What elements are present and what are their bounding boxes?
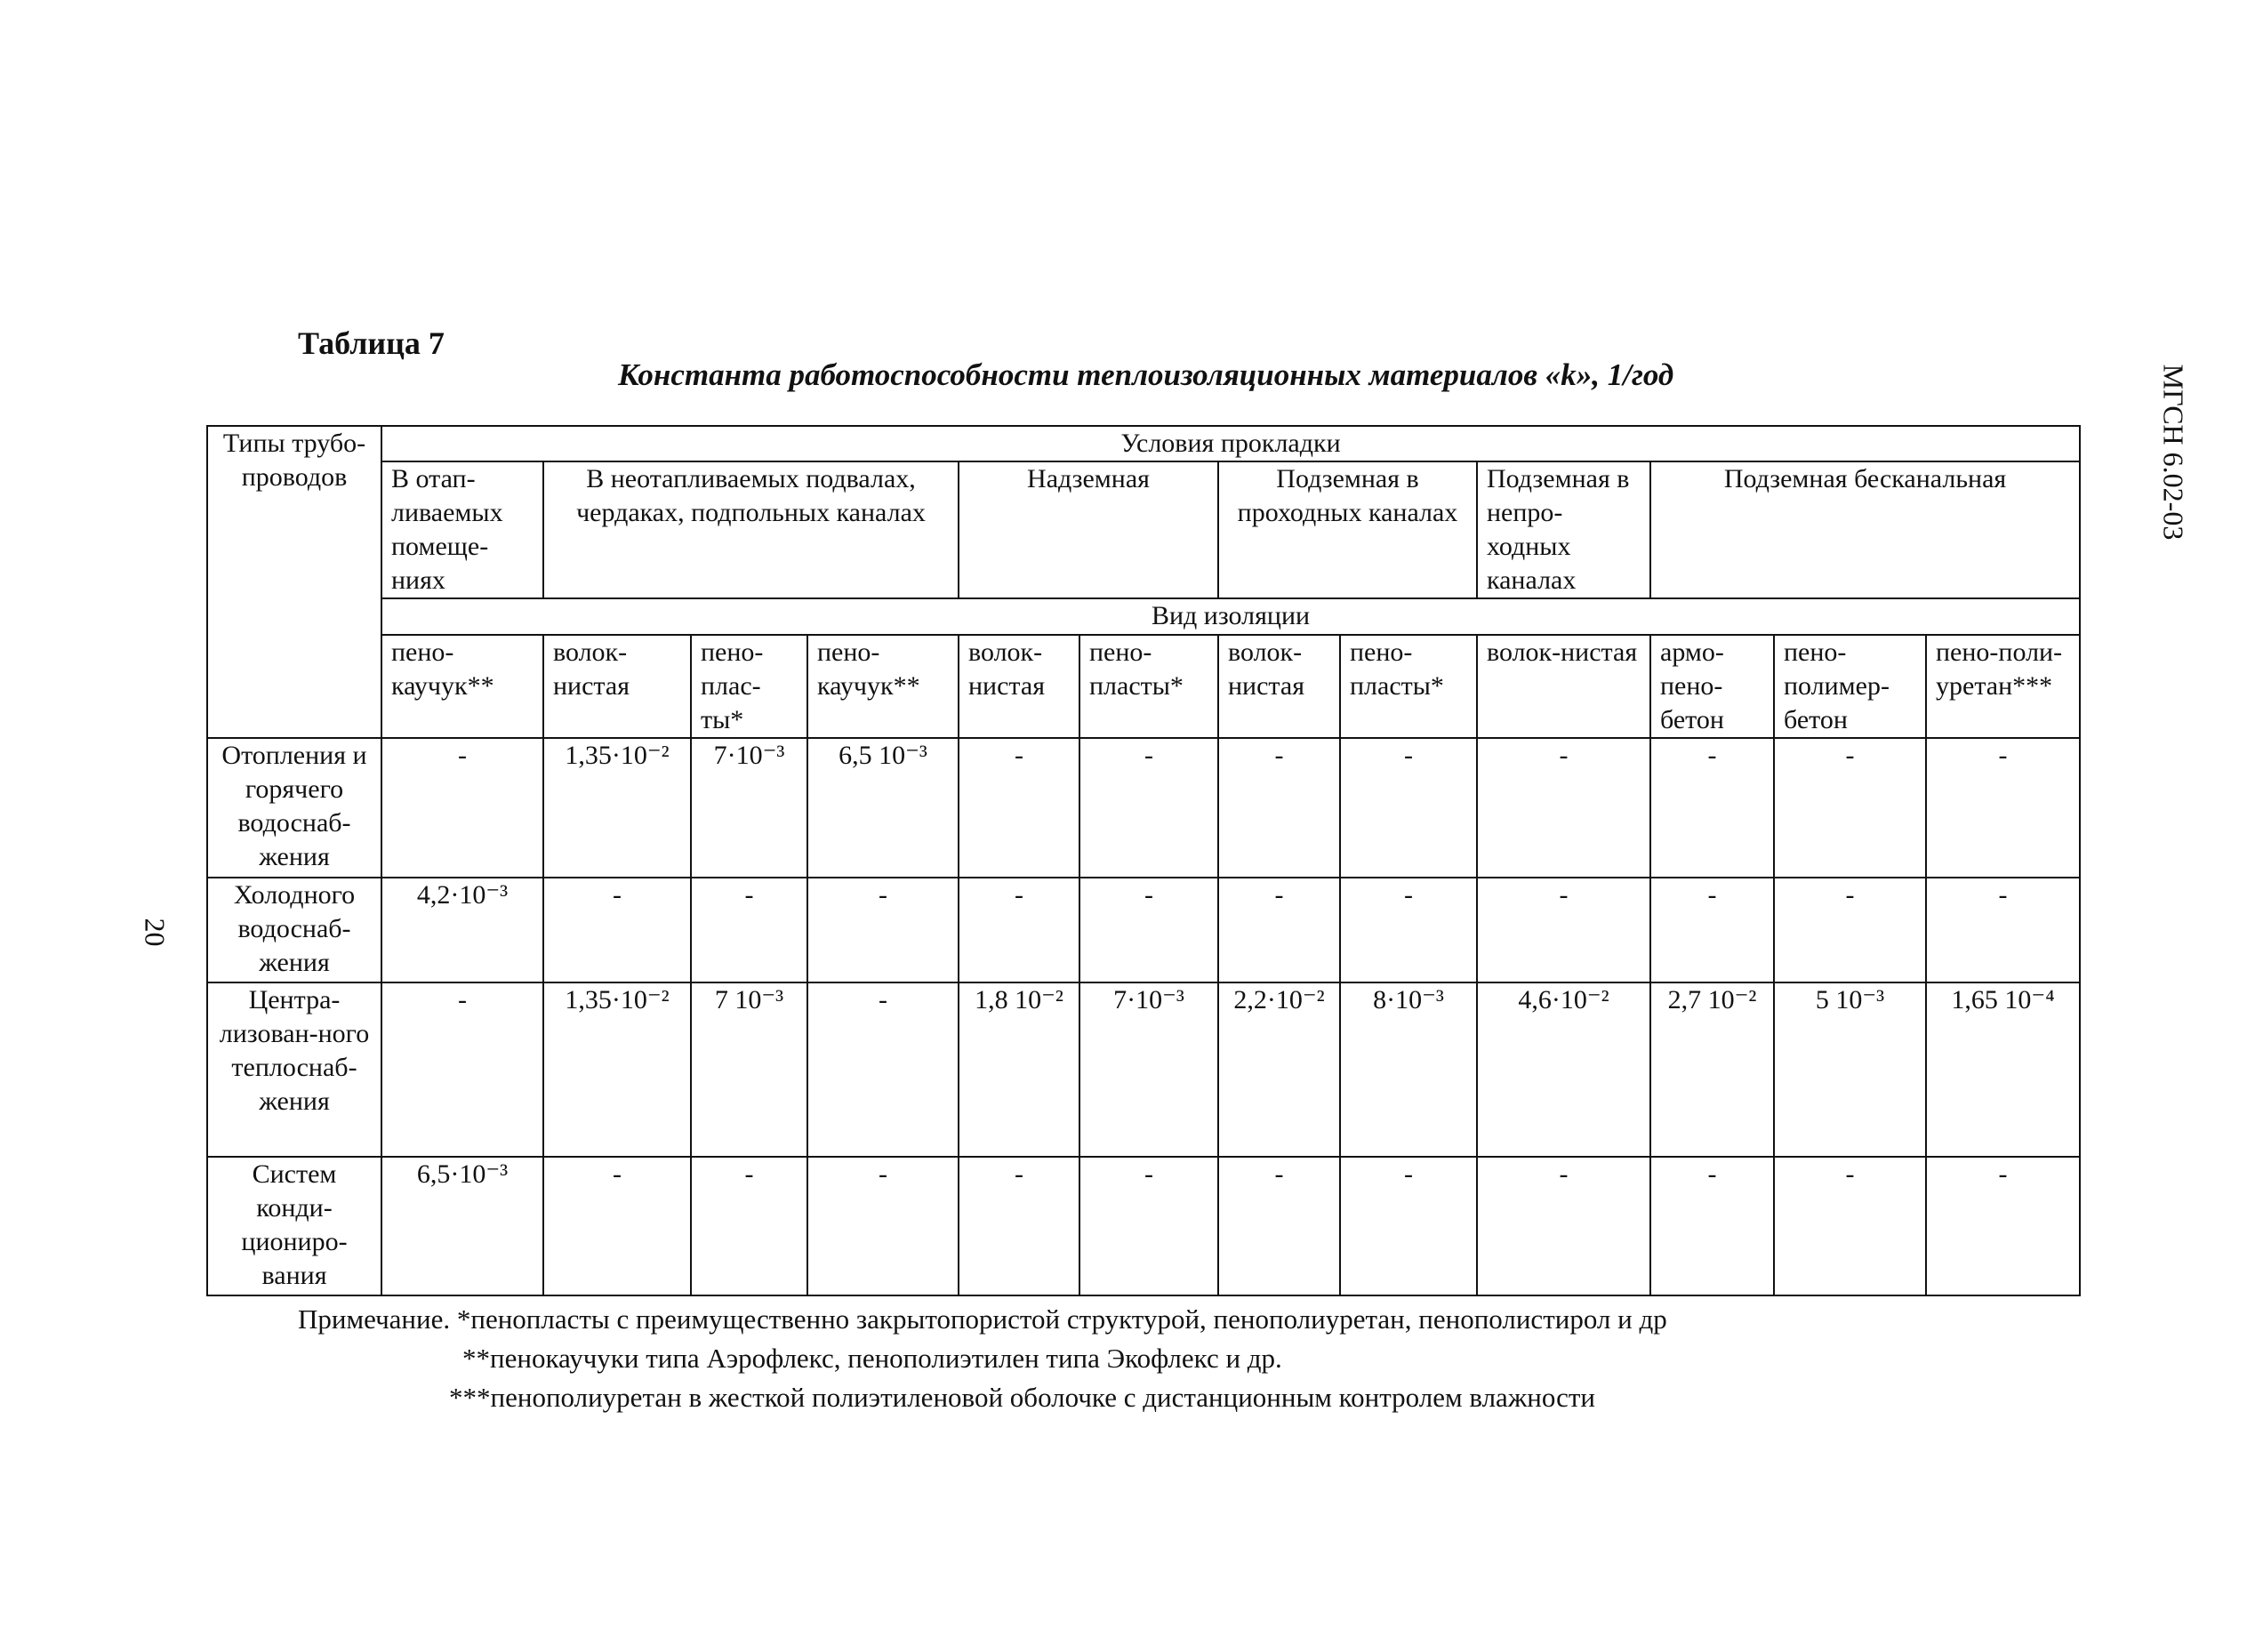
value-cell: - [381,982,543,1157]
table-row [207,982,2080,1157]
insulation-type: армо-пено-бетон [1650,635,1774,738]
insulation-type: пено-поли-уретан*** [1926,635,2080,738]
insulation-type: волок-нистая [1218,635,1340,738]
table-notes [298,1300,1667,1417]
condition-channelless: Подземная бесканальная [1650,461,2080,598]
value-cell: - [1477,1157,1650,1295]
page-number: 20 [139,918,172,947]
value-cell: 7 10⁻³ [691,982,807,1157]
value-cell: - [1477,878,1650,982]
insulation-type: пено-каучук** [381,635,543,738]
insulation-type: пено-полимер-бетон [1774,635,1926,738]
condition-unheated: В неотапливаемых подвалах, чердаках, подпольных каналах [543,461,959,598]
value-cell: - [1774,738,1926,878]
value-cell: - [959,878,1079,982]
value-cell: 6,5·10⁻³ [381,1157,543,1295]
value-cell: - [691,1157,807,1295]
table-label: Таблица 7 [298,325,445,361]
value-cell: 2,2·10⁻² [1218,982,1340,1157]
value-cell: 4,6·10⁻² [1477,982,1650,1157]
value-cell: - [959,1157,1079,1295]
value-cell: - [543,1157,691,1295]
condition-aboveground: Надземная [959,461,1218,598]
value-cell: 1,35·10⁻² [543,982,691,1157]
table-row [207,738,2080,878]
value-cell: - [1650,1157,1774,1295]
value-cell: - [807,982,959,1157]
insulation-type: пено-пласты* [1079,635,1218,738]
insulation-type: волок-нистая [1477,635,1650,738]
table-row [207,1157,2080,1295]
insulation-type: пено-пласты* [1340,635,1477,738]
insulation-type: пено-каучук** [807,635,959,738]
note-line: Примечание. *пенопласты с преимущественно закрытопористой структурой, пенополиуретан, пенополистирол и др [298,1303,1667,1335]
value-cell: - [1926,878,2080,982]
note-line: ***пенополиуретан в жесткой полиэтиленовой оболочке с дистанционным контролем влажности [449,1382,1595,1413]
value-cell: - [1774,1157,1926,1295]
value-cell: - [1650,738,1774,878]
value-cell: - [1926,738,2080,878]
value-cell: - [807,1157,959,1295]
row-header-cell: Типы трубо-проводов [207,426,381,738]
value-cell: - [1340,1157,1477,1295]
table-row [207,878,2080,982]
insulation-type: волок-нистая [543,635,691,738]
value-cell: - [959,738,1079,878]
value-cell: - [1477,738,1650,878]
value-cell: 4,2·10⁻³ [381,878,543,982]
pipeline-type: Центра-лизован-ного теплоснаб-жения [207,982,381,1157]
value-cell: 1,65 10⁻⁴ [1926,982,2080,1157]
value-cell: - [807,878,959,982]
insulation-header: Вид изоляции [381,598,2080,634]
value-cell: 7·10⁻³ [691,738,807,878]
value-cell: - [1218,738,1340,878]
condition-heated: В отап-ливаемых помеще-ниях [381,461,543,598]
value-cell: - [1774,878,1926,982]
value-cell: - [1340,878,1477,982]
document-code: МГСН 6.02-03 [2157,364,2190,541]
value-cell: 5 10⁻³ [1774,982,1926,1157]
note-line: **пенокаучуки типа Аэрофлекс, пенополиэтилен типа Экофлекс и др. [462,1343,1282,1374]
value-cell: - [1650,878,1774,982]
value-cell: - [1340,738,1477,878]
insulation-type: волок-нистая [959,635,1079,738]
pipeline-type: Отопления и горячего водоснаб-жения [207,738,381,878]
value-cell: 1,8 10⁻² [959,982,1079,1157]
condition-impassable-channels: Подземная в непро-ходных каналах [1477,461,1650,598]
pipeline-type: Холодного водоснаб-жения [207,878,381,982]
insulation-type: пено-плас-ты* [691,635,807,738]
value-cell: - [1926,1157,2080,1295]
value-cell: 1,35·10⁻² [543,738,691,878]
value-cell: - [1079,1157,1218,1295]
value-cell: - [1218,1157,1340,1295]
value-cell: 6,5 10⁻³ [807,738,959,878]
value-cell: - [691,878,807,982]
value-cell: 7·10⁻³ [1079,982,1218,1157]
pipeline-type: Систем конди-циониро-вания [207,1157,381,1295]
value-cell: 2,7 10⁻² [1650,982,1774,1157]
condition-passable-channels: Подземная в проходных каналах [1218,461,1477,598]
value-cell: - [1218,878,1340,982]
value-cell: - [1079,878,1218,982]
constants-table [206,425,2081,1296]
value-cell: 8·10⁻³ [1340,982,1477,1157]
value-cell: - [543,878,691,982]
table-title: Константа работоспособности теплоизоляционных материалов «k», 1/год [618,357,1674,392]
conditions-header: Условия прокладки [381,426,2080,461]
value-cell: - [1079,738,1218,878]
value-cell: - [381,738,543,878]
